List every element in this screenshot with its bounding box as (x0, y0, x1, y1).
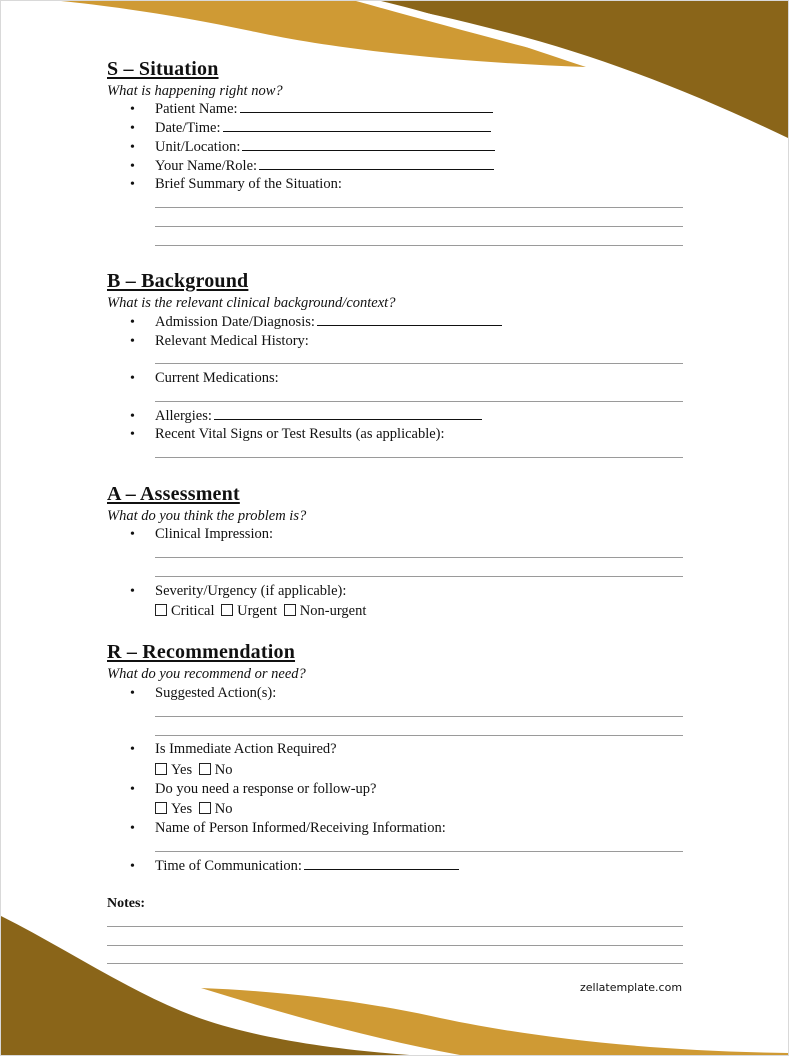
your-name-role-blank[interactable] (259, 168, 494, 170)
admission-field[interactable] (155, 314, 502, 331)
bullet: • (130, 821, 135, 836)
suggested-actions-line-2[interactable] (155, 735, 683, 736)
time-of-communication-label: Time of Communication: (155, 858, 302, 874)
patient-name-label: Patient Name: (155, 101, 238, 117)
footer-site-link[interactable]: zellatemplate.com (580, 981, 683, 994)
bullet: • (130, 140, 135, 155)
time-of-communication-field[interactable] (155, 858, 459, 875)
background-prompt: What is the relevant clinical background/context? (107, 295, 396, 311)
unit-location-label: Unit/Location: (155, 139, 241, 155)
bullet: • (130, 427, 135, 442)
checkbox-follow-up-yes[interactable] (155, 802, 167, 814)
summary-line-2[interactable] (155, 226, 683, 227)
checkbox-urgent[interactable] (221, 604, 233, 616)
vital-signs-label: Recent Vital Signs or Test Results (as applicable): (155, 426, 445, 442)
brief-summary-label: Brief Summary of the Situation: (155, 176, 342, 192)
unit-location-blank[interactable] (242, 149, 495, 151)
situation-heading: S – Situation (107, 58, 219, 80)
bullet: • (130, 584, 135, 599)
bullet: • (130, 177, 135, 192)
bullet: • (130, 527, 135, 542)
bullet: • (130, 371, 135, 386)
your-name-role-label: Your Name/Role: (155, 158, 258, 174)
bullet: • (130, 121, 135, 136)
person-informed-line[interactable] (155, 851, 683, 852)
immediate-action-options (155, 762, 235, 779)
allergies-blank[interactable] (214, 418, 482, 420)
follow-up-label: Do you need a response or follow-up? (155, 781, 377, 797)
notes-label: Notes: (107, 896, 146, 911)
follow-up-options (155, 801, 235, 818)
admission-blank[interactable] (317, 324, 502, 326)
person-informed-label: Name of Person Informed/Receiving Information: (155, 820, 446, 836)
admission-label: Admission Date/Diagnosis: (155, 314, 315, 330)
bullet: • (130, 859, 135, 874)
allergies-field[interactable] (155, 408, 482, 425)
bullet: • (130, 782, 135, 797)
checkbox-immediate-no[interactable] (199, 763, 211, 775)
notes-line-2[interactable] (107, 945, 683, 946)
current-medications-label: Current Medications: (155, 370, 279, 386)
background-heading: B – Background (107, 270, 249, 292)
recommendation-heading: R – Recommendation (107, 641, 296, 663)
notes-line-3[interactable] (107, 963, 683, 964)
bullet: • (130, 334, 135, 349)
severity-label: Severity/Urgency (if applicable): (155, 583, 347, 599)
severity-urgent-option[interactable]: Urgent (221, 603, 280, 619)
summary-line-3[interactable] (155, 245, 683, 246)
severity-options (155, 603, 369, 620)
bullet: • (130, 159, 135, 174)
recommendation-prompt: What do you recommend or need? (107, 666, 306, 682)
allergies-label: Allergies: (155, 408, 212, 424)
current-medications-line[interactable] (155, 401, 683, 402)
bullet: • (130, 409, 135, 424)
suggested-actions-line-1[interactable] (155, 716, 683, 717)
suggested-actions-label: Suggested Action(s): (155, 685, 277, 701)
your-name-role-field[interactable] (155, 158, 494, 175)
unit-location-field[interactable] (155, 139, 495, 156)
vital-signs-line[interactable] (155, 457, 683, 458)
clinical-impression-line-2[interactable] (155, 576, 683, 577)
date-time-blank[interactable] (223, 130, 491, 132)
follow-up-yes-option[interactable]: Yes (155, 801, 195, 817)
checkbox-critical[interactable] (155, 604, 167, 616)
bullet: • (130, 315, 135, 330)
situation-prompt: What is happening right now? (107, 83, 283, 99)
date-time-field[interactable] (155, 120, 491, 137)
checkbox-follow-up-no[interactable] (199, 802, 211, 814)
immediate-yes-option[interactable]: Yes (155, 762, 195, 778)
assessment-prompt: What do you think the problem is? (107, 508, 307, 524)
assessment-heading: A – Assessment (107, 483, 240, 505)
bullet: • (130, 742, 135, 757)
clinical-impression-label: Clinical Impression: (155, 526, 273, 542)
severity-critical-option[interactable]: Critical (155, 603, 218, 619)
follow-up-no-option[interactable]: No (199, 801, 236, 817)
time-of-communication-blank[interactable] (304, 868, 459, 870)
immediate-no-option[interactable]: No (199, 762, 236, 778)
date-time-label: Date/Time: (155, 120, 221, 136)
checkbox-immediate-yes[interactable] (155, 763, 167, 775)
immediate-action-label: Is Immediate Action Required? (155, 741, 337, 757)
bullet: • (130, 102, 135, 117)
patient-name-blank[interactable] (240, 111, 493, 113)
medical-history-line[interactable] (155, 363, 683, 364)
bullet: • (130, 686, 135, 701)
severity-non-urgent-option[interactable]: Non-urgent (284, 603, 370, 619)
summary-line-1[interactable] (155, 207, 683, 208)
medical-history-label: Relevant Medical History: (155, 333, 309, 349)
clinical-impression-line-1[interactable] (155, 557, 683, 558)
notes-line-1[interactable] (107, 926, 683, 927)
patient-name-field[interactable] (155, 101, 493, 118)
checkbox-non-urgent[interactable] (284, 604, 296, 616)
